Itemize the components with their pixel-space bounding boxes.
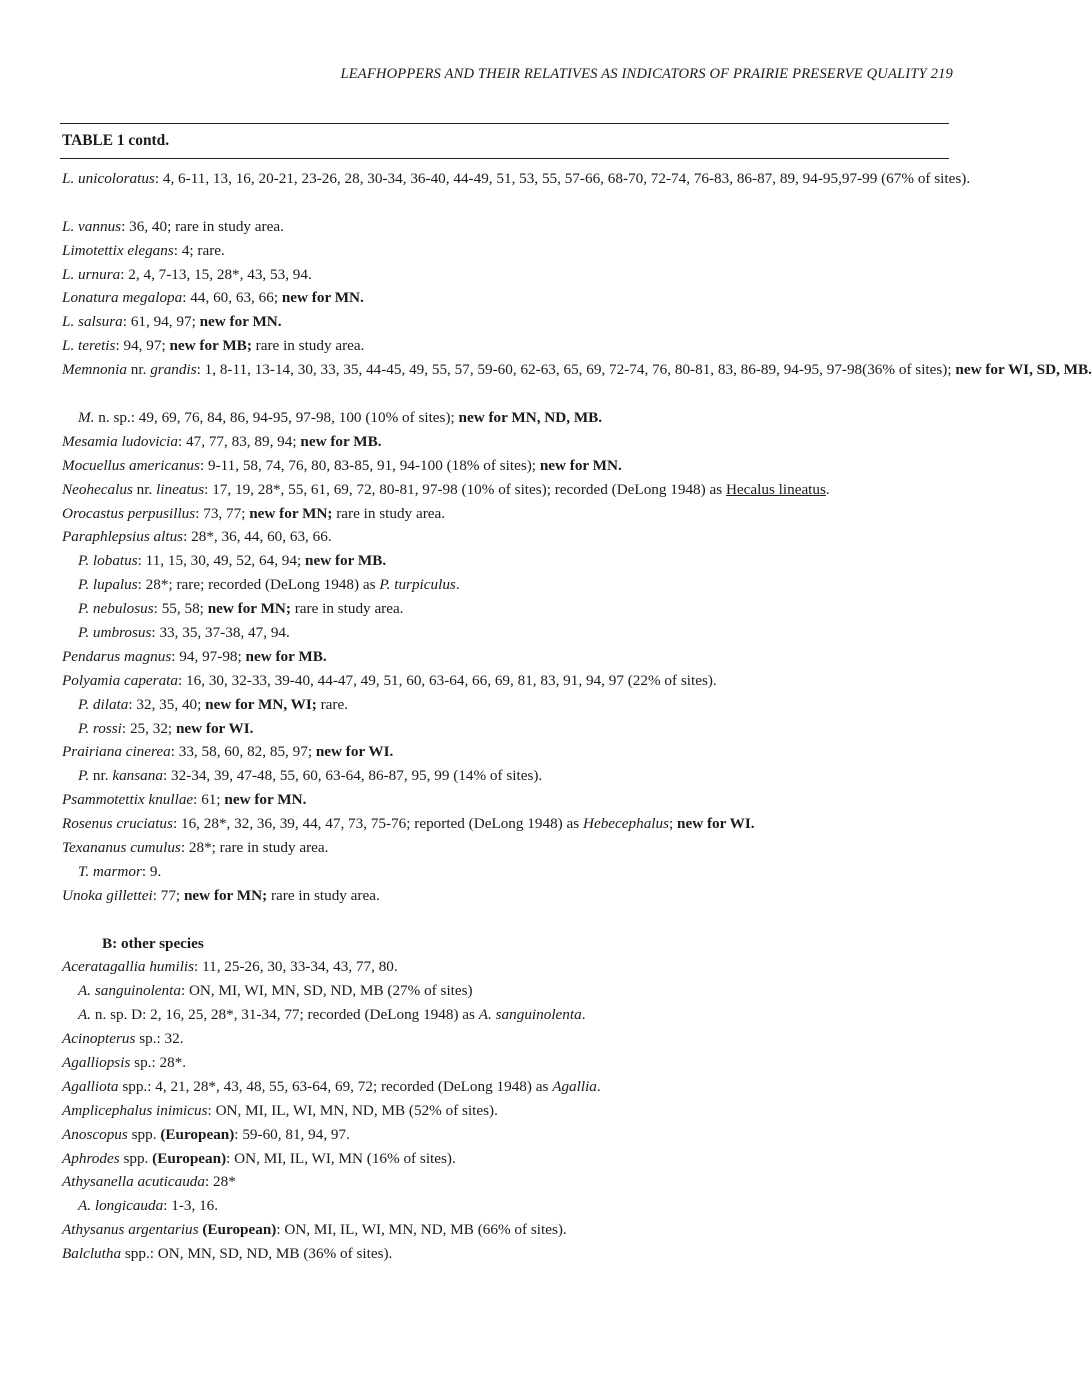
site-records: 9-11, 58, 74, 76, 80, 83-85, 91, 94-100 (18% of sites); — [207, 456, 537, 474]
new-record-note: new for MN. — [199, 313, 282, 331]
entry-tail: . — [825, 480, 830, 498]
site-records: 25, 32; — [129, 719, 173, 737]
species-entry: Balclutha spp.: ON, MN, SD, ND, MB (36% of sites). — [62, 1245, 393, 1263]
taxon-name: Balclutha — [62, 1245, 122, 1263]
site-records: 1, 8-11, 13-14, 30, 33, 35, 44-45, 49, 55, 57, 59-60, 62-63, 65, 69, 72-74, 76, 80-81, 83, 86-89, 94-95, 97-98 — [204, 361, 863, 379]
site-records: ON, MI, IL, WI, MN, ND, MB (66% of sites). — [284, 1221, 567, 1239]
site-records: 44, 60, 63, 66; — [190, 289, 279, 307]
species-entry: Rosenus cruciatus: 16, 28*, 32, 36, 39, 44, 47, 73, 75-76; reported (DeLong 1948) as Hebecephalus; new for WI. — [62, 815, 755, 833]
entry-tail: rare in study area. — [255, 337, 365, 355]
species-entry: Mesamia ludovicia: 47, 77, 83, 89, 94; new for MB. — [62, 432, 382, 450]
species-entry: Orocastus perpusillus: 73, 77; new for MN; rare in study area. — [62, 504, 446, 522]
site-records: (36% of sites); — [862, 361, 952, 379]
synonym-name: P. turpiculus — [379, 576, 456, 594]
site-records: 59-60, 81, 94, 97. — [242, 1125, 350, 1143]
taxon-qualifier: spp. — [123, 1149, 149, 1167]
new-record-note: new for MN. — [281, 289, 364, 307]
site-records: 97-99 (67% of sites). — [841, 170, 971, 187]
taxon-name: Orocastus perpusillus — [62, 504, 196, 522]
taxon-name: A. — [78, 1006, 92, 1024]
site-records: 4; rare. — [181, 241, 225, 259]
species-entry: P. lobatus: 11, 15, 30, 49, 52, 64, 94; new for MB. — [78, 552, 387, 570]
taxon-name: Polyamia caperata — [62, 671, 178, 689]
species-entry: Psammotettix knullae: 61; new for MN. — [62, 791, 307, 809]
site-records: 4, 6-11, 13, 16, 20-21, 23-26, 28, 30-34, 36-40, 44-49, 51, 53, 55, 57-66, 68-70, 72-74, 76-83, 86-87, 89, 94-95, — [162, 170, 842, 187]
new-record-note: new for MN. — [224, 791, 307, 809]
taxon-name: Rosenus cruciatus — [62, 815, 173, 833]
site-records: ON, MN, SD, ND, MB (36% of sites). — [157, 1245, 393, 1263]
taxon-qualifier: n. sp. D — [94, 1006, 143, 1024]
species-entry: L. salsura: 61, 94, 97; new for MN. — [62, 313, 282, 331]
entry-tail: ; — [669, 815, 674, 833]
site-records: 47, 77, 83, 89, 94; — [186, 432, 297, 450]
origin-note: (European) — [160, 1125, 235, 1143]
taxon-qualifier: spp. — [131, 1125, 157, 1143]
species-entry: Memnonia nr. grandis: 1, 8-11, 13-14, 30, 33, 35, 44-45, 49, 55, 57, 59-60, 62-63, 65, 69, 72-74, 76, 80-81, 83, 86-89, 94-95, 97-98(36% of sites); new for WI, SD, MB. — [62, 361, 1092, 379]
species-entry: Agalliota spp.: 4, 21, 28*, 43, 48, 55, 63-64, 69, 72; recorded (DeLong 1948) as Agallia. — [62, 1077, 601, 1095]
synonym-name: A. sanguinolenta — [478, 1006, 582, 1024]
table-title: TABLE 1 contd. — [62, 132, 170, 149]
taxon-name: P. rossi — [78, 719, 122, 737]
site-records: 55, 58; — [161, 600, 204, 618]
taxon-name: Agalliota — [62, 1077, 119, 1095]
taxon-name: L. vannus — [62, 217, 122, 235]
site-records: 28*; rare in study area. — [188, 838, 329, 856]
taxon-name: L. unicoloratus — [62, 170, 155, 187]
new-record-note: new for MB; — [169, 337, 252, 355]
site-records: 2, 4, 7-13, 15, 28*, 43, 53, 94. — [128, 265, 312, 283]
new-record-note: new for WI, SD, MB. — [955, 361, 1092, 379]
taxon-name: Texananus cumulus — [62, 838, 181, 856]
site-records: 61; — [201, 791, 221, 809]
taxon-name: L. salsura — [62, 313, 123, 331]
site-records: ON, MI, WI, MN, SD, ND, MB (27% of sites) — [188, 982, 473, 1000]
species-entry: Athysanella acuticauda: 28* — [62, 1173, 236, 1191]
site-records: 28* — [213, 1173, 236, 1191]
taxon-qualifier: spp. — [122, 1077, 148, 1095]
site-records: 1-3, 16. — [171, 1197, 219, 1215]
site-records: 4, 21, 28*, 43, 48, 55, 63-64, 69, 72; recorded (DeLong 1948) as — [155, 1077, 549, 1095]
taxon-name: L. teretis — [62, 337, 116, 355]
site-records: ON, MI, IL, WI, MN, ND, MB (52% of sites). — [215, 1101, 498, 1119]
new-record-note: new for MN; — [207, 600, 291, 618]
site-records: 36, 40; rare in study area. — [129, 217, 284, 235]
species-entry: Acinopterus sp.: 32. — [62, 1030, 184, 1048]
table-top-rule — [60, 123, 949, 124]
synonym-name: Hebecephalus — [582, 815, 670, 833]
species-entry: Polyamia caperata: 16, 30, 32-33, 39-40, 44-47, 49, 51, 60, 63-64, 66, 69, 81, 83, 91, 94, 97 (22% of sites). — [62, 671, 717, 689]
new-record-note: new for MB. — [305, 552, 387, 570]
species-entry: A. n. sp. D: 2, 16, 25, 28*, 31-34, 77; recorded (DeLong 1948) as A. sanguinolenta. — [78, 1006, 586, 1024]
taxon-qualifier: sp. — [139, 1030, 157, 1048]
entry-tail: rare in study area. — [336, 504, 446, 522]
species-entry: Paraphlepsius altus: 28*, 36, 44, 60, 63, 66. — [62, 528, 332, 546]
taxon-qualifier: nr. — [92, 767, 109, 785]
species-entry: Pendarus magnus: 94, 97-98; new for MB. — [62, 647, 327, 665]
taxon-name: T. marmor — [78, 862, 142, 880]
taxon-qualifier: spp. — [124, 1245, 150, 1263]
taxon-name: Athysanus argentarius — [62, 1221, 199, 1239]
synonym-name: Agallia — [552, 1077, 597, 1095]
taxon-name: Mesamia ludovicia — [62, 432, 178, 450]
site-records: 17, 19, 28*, 55, 61, 69, 72, 80-81, 97-98 (10% of sites); recorded (DeLong 1948) as — [212, 480, 723, 498]
taxon-name: Memnonia — [62, 361, 127, 379]
taxon-name: Aceratagallia humilis — [62, 958, 195, 976]
entry-tail: . — [596, 1077, 601, 1095]
site-records: 32-34, 39, 47-48, 55, 60, 63-64, 86-87, 95, 99 (14% of sites). — [171, 767, 543, 785]
entry-tail: . — [455, 576, 460, 594]
taxon-name: P. lupalus — [78, 576, 138, 594]
taxon-name: Neohecalus — [62, 480, 133, 498]
taxon-name: P. nebulosus — [78, 600, 154, 618]
site-records: 2, 16, 25, 28*, 31-34, 77; recorded (DeLong 1948) as — [150, 1006, 475, 1024]
taxon-qualifier: nr. — [130, 361, 147, 379]
site-records: 73, 77; — [203, 504, 246, 522]
origin-note: (European) — [202, 1221, 277, 1239]
new-record-note: new for WI. — [175, 719, 254, 737]
site-records: 28*, 36, 44, 60, 63, 66. — [191, 528, 332, 546]
species-entry: Mocuellus americanus: 9-11, 58, 74, 76, 80, 83-85, 91, 94-100 (18% of sites); new for MN. — [62, 456, 622, 474]
new-record-note: new for MN; — [183, 886, 268, 904]
new-record-note: new for MN; — [249, 504, 333, 522]
site-records: ON, MI, IL, WI, MN (16% of sites). — [234, 1149, 456, 1167]
site-records: 11, 15, 30, 49, 52, 64, 94; — [145, 552, 302, 570]
site-records: 16, 28*, 32, 36, 39, 44, 47, 73, 75-76; reported (DeLong 1948) as — [180, 815, 580, 833]
new-record-note: new for MN. — [539, 456, 622, 474]
site-records: 33, 58, 60, 82, 85, 97; — [178, 743, 313, 761]
new-record-note: new for MN, WI; — [205, 695, 317, 713]
taxon-name: Acinopterus — [62, 1030, 136, 1048]
taxon-qualifier: n. sp. — [98, 408, 131, 426]
taxon-name: Paraphlepsius altus — [62, 528, 184, 546]
species-entry: L. vannus: 36, 40; rare in study area. — [62, 217, 284, 235]
running-head: LEAFHOPPERS AND THEIR RELATIVES AS INDICATORS OF PRAIRIE PRESERVE QUALITY 219 — [340, 66, 953, 82]
new-record-note: new for WI. — [677, 815, 755, 833]
species-entry: T. marmor: 9. — [78, 862, 162, 880]
taxon-name: P. — [78, 767, 90, 785]
species-entry: Aceratagallia humilis: 11, 25-26, 30, 33-34, 43, 77, 80. — [62, 958, 398, 976]
taxon-qualifier: nr. — [136, 480, 153, 498]
site-records: 16, 30, 32-33, 39-40, 44-47, 49, 51, 60, 63-64, 66, 69, 81, 83, 91, 94, 97 (22% of sites). — [186, 671, 717, 689]
site-records: 94, 97; — [123, 337, 166, 355]
taxon-name: Aphrodes — [62, 1149, 120, 1167]
species-entry: Amplicephalus inimicus: ON, MI, IL, WI, MN, ND, MB (52% of sites). — [62, 1101, 498, 1119]
taxon-name: M. — [78, 408, 95, 426]
species-entry: Limotettix elegans: 4; rare. — [62, 241, 225, 259]
taxon-name: Pendarus magnus — [62, 647, 172, 665]
site-records: 11, 25-26, 30, 33-34, 43, 77, 80. — [202, 958, 398, 976]
species-entry: P. dilata: 32, 35, 40; new for MN, WI; rare. — [78, 695, 349, 713]
entry-tail: rare. — [320, 695, 349, 713]
species-entry: A. longicauda: 1-3, 16. — [78, 1197, 219, 1215]
taxon-name: grandis — [150, 361, 197, 379]
taxon-name: Amplicephalus inimicus — [62, 1101, 208, 1119]
species-entry: Prairiana cinerea: 33, 58, 60, 82, 85, 97; new for WI. — [62, 743, 394, 761]
site-records: 33, 35, 37-38, 47, 94. — [159, 623, 290, 641]
species-entry: Aphrodes spp. (European): ON, MI, IL, WI, MN (16% of sites). — [62, 1149, 456, 1167]
taxon-name: P. umbrosus — [78, 623, 152, 641]
section-b-heading: B: other species — [102, 934, 204, 952]
species-entry: M. n. sp.: 49, 69, 76, 84, 86, 94-95, 97-98, 100 (10% of sites); new for MN, ND, MB. — [78, 408, 603, 426]
species-entry: P. nebulosus: 55, 58; new for MN; rare in study area. — [78, 600, 404, 618]
taxon-name: Unoka gillettei — [62, 886, 153, 904]
site-records: 61, 94, 97; — [130, 313, 196, 331]
species-entry: Anoscopus spp. (European): 59-60, 81, 94, 97. — [62, 1125, 350, 1143]
new-record-note: new for MN, ND, MB. — [458, 408, 603, 426]
species-entry: L. urnura: 2, 4, 7-13, 15, 28*, 43, 53, 94. — [62, 265, 312, 283]
species-list — [62, 167, 1092, 1266]
taxon-name: Mocuellus americanus — [62, 456, 200, 474]
site-records: 28*. — [159, 1053, 187, 1071]
taxon-qualifier: sp. — [134, 1053, 152, 1071]
entry-tail: rare in study area. — [294, 600, 404, 618]
section-gap — [62, 908, 959, 932]
species-entry: Neohecalus nr. lineatus: 17, 19, 28*, 55, 61, 69, 72, 80-81, 97-98 (10% of sites); recorded (DeLong 1948) as Hecalus lineatus. — [62, 480, 830, 498]
entry-tail: rare in study area. — [270, 886, 380, 904]
taxon-name: A. sanguinolenta — [78, 982, 181, 1000]
taxon-name: Anoscopus — [62, 1125, 128, 1143]
site-records: 32, 35, 40; — [136, 695, 202, 713]
site-records: 94, 97-98; — [179, 647, 242, 665]
species-entry: Agalliopsis sp.: 28*. — [62, 1053, 187, 1071]
taxon-name: P. dilata — [78, 695, 129, 713]
taxon-name: P. lobatus — [78, 552, 138, 570]
taxon-name: kansana — [112, 767, 163, 785]
species-entry: Lonatura megalopa: 44, 60, 63, 66; new for MN. — [62, 289, 364, 307]
taxon-name: lineatus — [156, 480, 205, 498]
taxon-name: Athysanella acuticauda — [62, 1173, 205, 1191]
site-records: 77; — [160, 886, 181, 904]
site-records: 28*; rare; recorded (DeLong 1948) as — [145, 576, 376, 594]
species-entry: L. unicoloratus: 4, 6-11, 13, 16, 20-21, 23-26, 28, 30-34, 36-40, 44-49, 51, 53, 55, 57-66, 68-70, 72-74, 76-83, 86-87, 89, 94-95,97-99 (67% of sites). — [62, 170, 971, 187]
new-record-note: new for MB. — [300, 432, 382, 450]
origin-note: (European) — [152, 1149, 227, 1167]
taxon-name: Prairiana cinerea — [62, 743, 171, 761]
species-entry: P. lupalus: 28*; rare; recorded (DeLong 1948) as P. turpiculus. — [78, 576, 460, 594]
species-entry: P. nr. kansana: 32-34, 39, 47-48, 55, 60, 63-64, 86-87, 95, 99 (14% of sites). — [78, 767, 543, 785]
taxon-name: Psammotettix knullae — [62, 791, 194, 809]
new-record-note: new for WI. — [315, 743, 394, 761]
taxon-name: L. urnura — [62, 265, 121, 283]
species-entry: Athysanus argentarius (European): ON, MI, IL, WI, MN, ND, MB (66% of sites). — [62, 1221, 567, 1239]
entry-continuation — [862, 361, 1092, 378]
taxon-name: Agalliopsis — [62, 1053, 131, 1071]
site-records: 32. — [164, 1030, 184, 1048]
entry-tail: . — [581, 1006, 586, 1024]
species-entry: Unoka gillettei: 77; new for MN; rare in study area. — [62, 886, 380, 904]
taxon-name: A. longicauda — [78, 1197, 164, 1215]
site-records: 9. — [149, 862, 162, 880]
taxon-name: Limotettix elegans — [62, 241, 174, 259]
site-records: 49, 69, 76, 84, 86, 94-95, 97-98, 100 (10% of sites); — [138, 408, 455, 426]
species-entry: L. teretis: 94, 97; new for MB; rare in study area. — [62, 337, 365, 355]
taxon-name: Lonatura megalopa — [62, 289, 183, 307]
entry-continuation — [842, 170, 970, 187]
species-entry: P. umbrosus: 33, 35, 37-38, 47, 94. — [78, 623, 290, 641]
species-entry: P. rossi: 25, 32; new for WI. — [78, 719, 254, 737]
new-record-note: new for MB. — [245, 647, 327, 665]
species-entry: Texananus cumulus: 28*; rare in study area. — [62, 838, 329, 856]
species-entry: A. sanguinolenta: ON, MI, WI, MN, SD, ND, MB (27% of sites) — [78, 982, 473, 1000]
synonym-name: Hecalus lineatus — [725, 480, 826, 498]
table-header-rule — [60, 158, 949, 159]
